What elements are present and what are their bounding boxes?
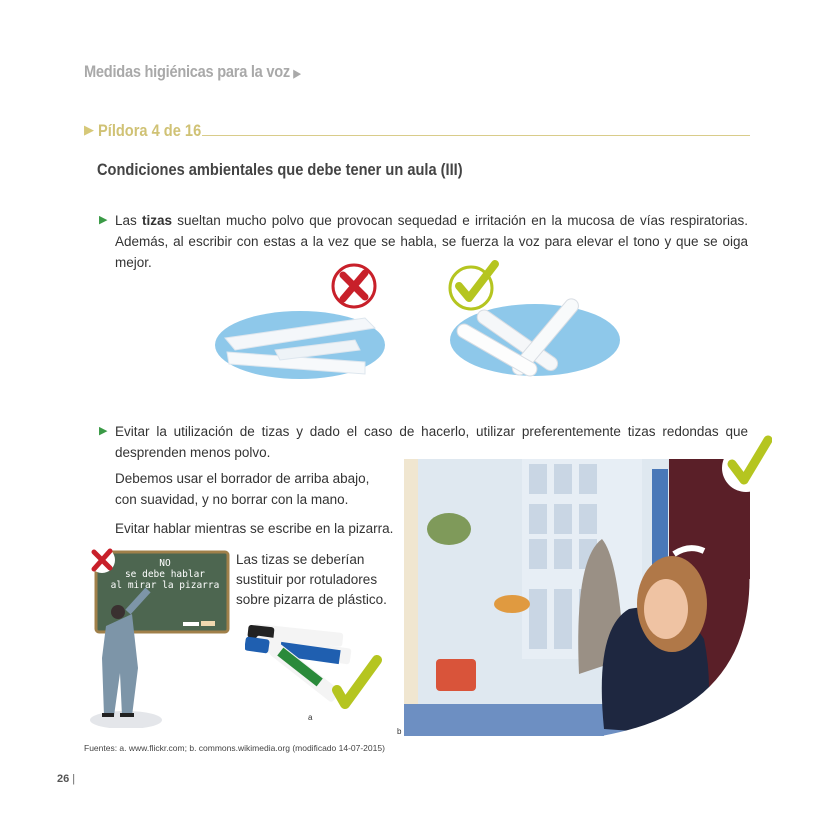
page-title: Condiciones ambientales que debe tener un aula (III) (97, 160, 463, 179)
square-chalk-image (215, 300, 385, 380)
bullet-text: sueltan mucho polvo que provocan sequedad e irritación en la mucosa de vías respiratorias. Además, al escribir con estas a la vez que se habla, se fuerza la voz para elevar el tono y que se oiga mejor. (115, 213, 748, 270)
bullet-text: Las (115, 213, 142, 228)
section-header (84, 62, 300, 82)
pildora-heading (84, 121, 750, 141)
bullet-bold-term: tizas (142, 213, 173, 228)
sources-footnote: Fuentes: a. www.flickr.com; b. commons.wikimedia.org (modificado 14-07-2015) (84, 743, 385, 753)
section-header-title: Medidas higiénicas para la voz (84, 62, 290, 81)
divider (202, 135, 750, 136)
bullet-avoid-chalk (99, 421, 748, 463)
caption-line: sobre pizarra de plástico. (236, 592, 387, 607)
markers-caption (236, 550, 387, 610)
bullet-text: Evitar la utilización de tizas y dado el caso de hacerlo, utilizar preferentemente tizas redondas que desprenden menos polvo. (115, 424, 748, 460)
paragraph-line: con suavidad, y no borrar con la mano. (115, 492, 349, 507)
caption-line: sustituir por rotuladores (236, 572, 378, 587)
blackboard-line: al mirar la pizarra (110, 580, 220, 591)
play-arrow-icon: ▶ (293, 68, 301, 80)
x-mark-icon (330, 262, 378, 310)
blackboard-line: se debe hablar (124, 569, 206, 580)
paragraph-line: Debemos usar el borrador de arriba abajo, (115, 471, 370, 486)
page-number-value: 26 (57, 773, 70, 785)
blackboard-text (110, 558, 220, 591)
blackboard-line: NO (159, 558, 171, 569)
whiteboard-markers-image (245, 620, 385, 720)
page-separator: | (72, 773, 76, 785)
bullet-chalk-dust (99, 210, 748, 273)
caption-line: Las tizas se deberían (236, 552, 365, 567)
image-label-a: a (308, 713, 313, 722)
image-label-b: b (397, 727, 402, 736)
pildora-label: Píldora 4 de 16 (98, 121, 202, 140)
bullet-arrow-icon: ▶ (99, 214, 108, 226)
talking-paragraph: Evitar hablar mientras se escribe en la pizarra. (115, 521, 394, 536)
eraser-paragraph (115, 468, 369, 510)
check-mark-icon (447, 258, 503, 314)
play-arrow-icon: ▶ (84, 122, 94, 137)
interactive-whiteboard-photo (404, 459, 750, 736)
check-mark-icon (718, 434, 772, 492)
page-number (57, 773, 75, 785)
bullet-arrow-icon: ▶ (99, 425, 108, 437)
